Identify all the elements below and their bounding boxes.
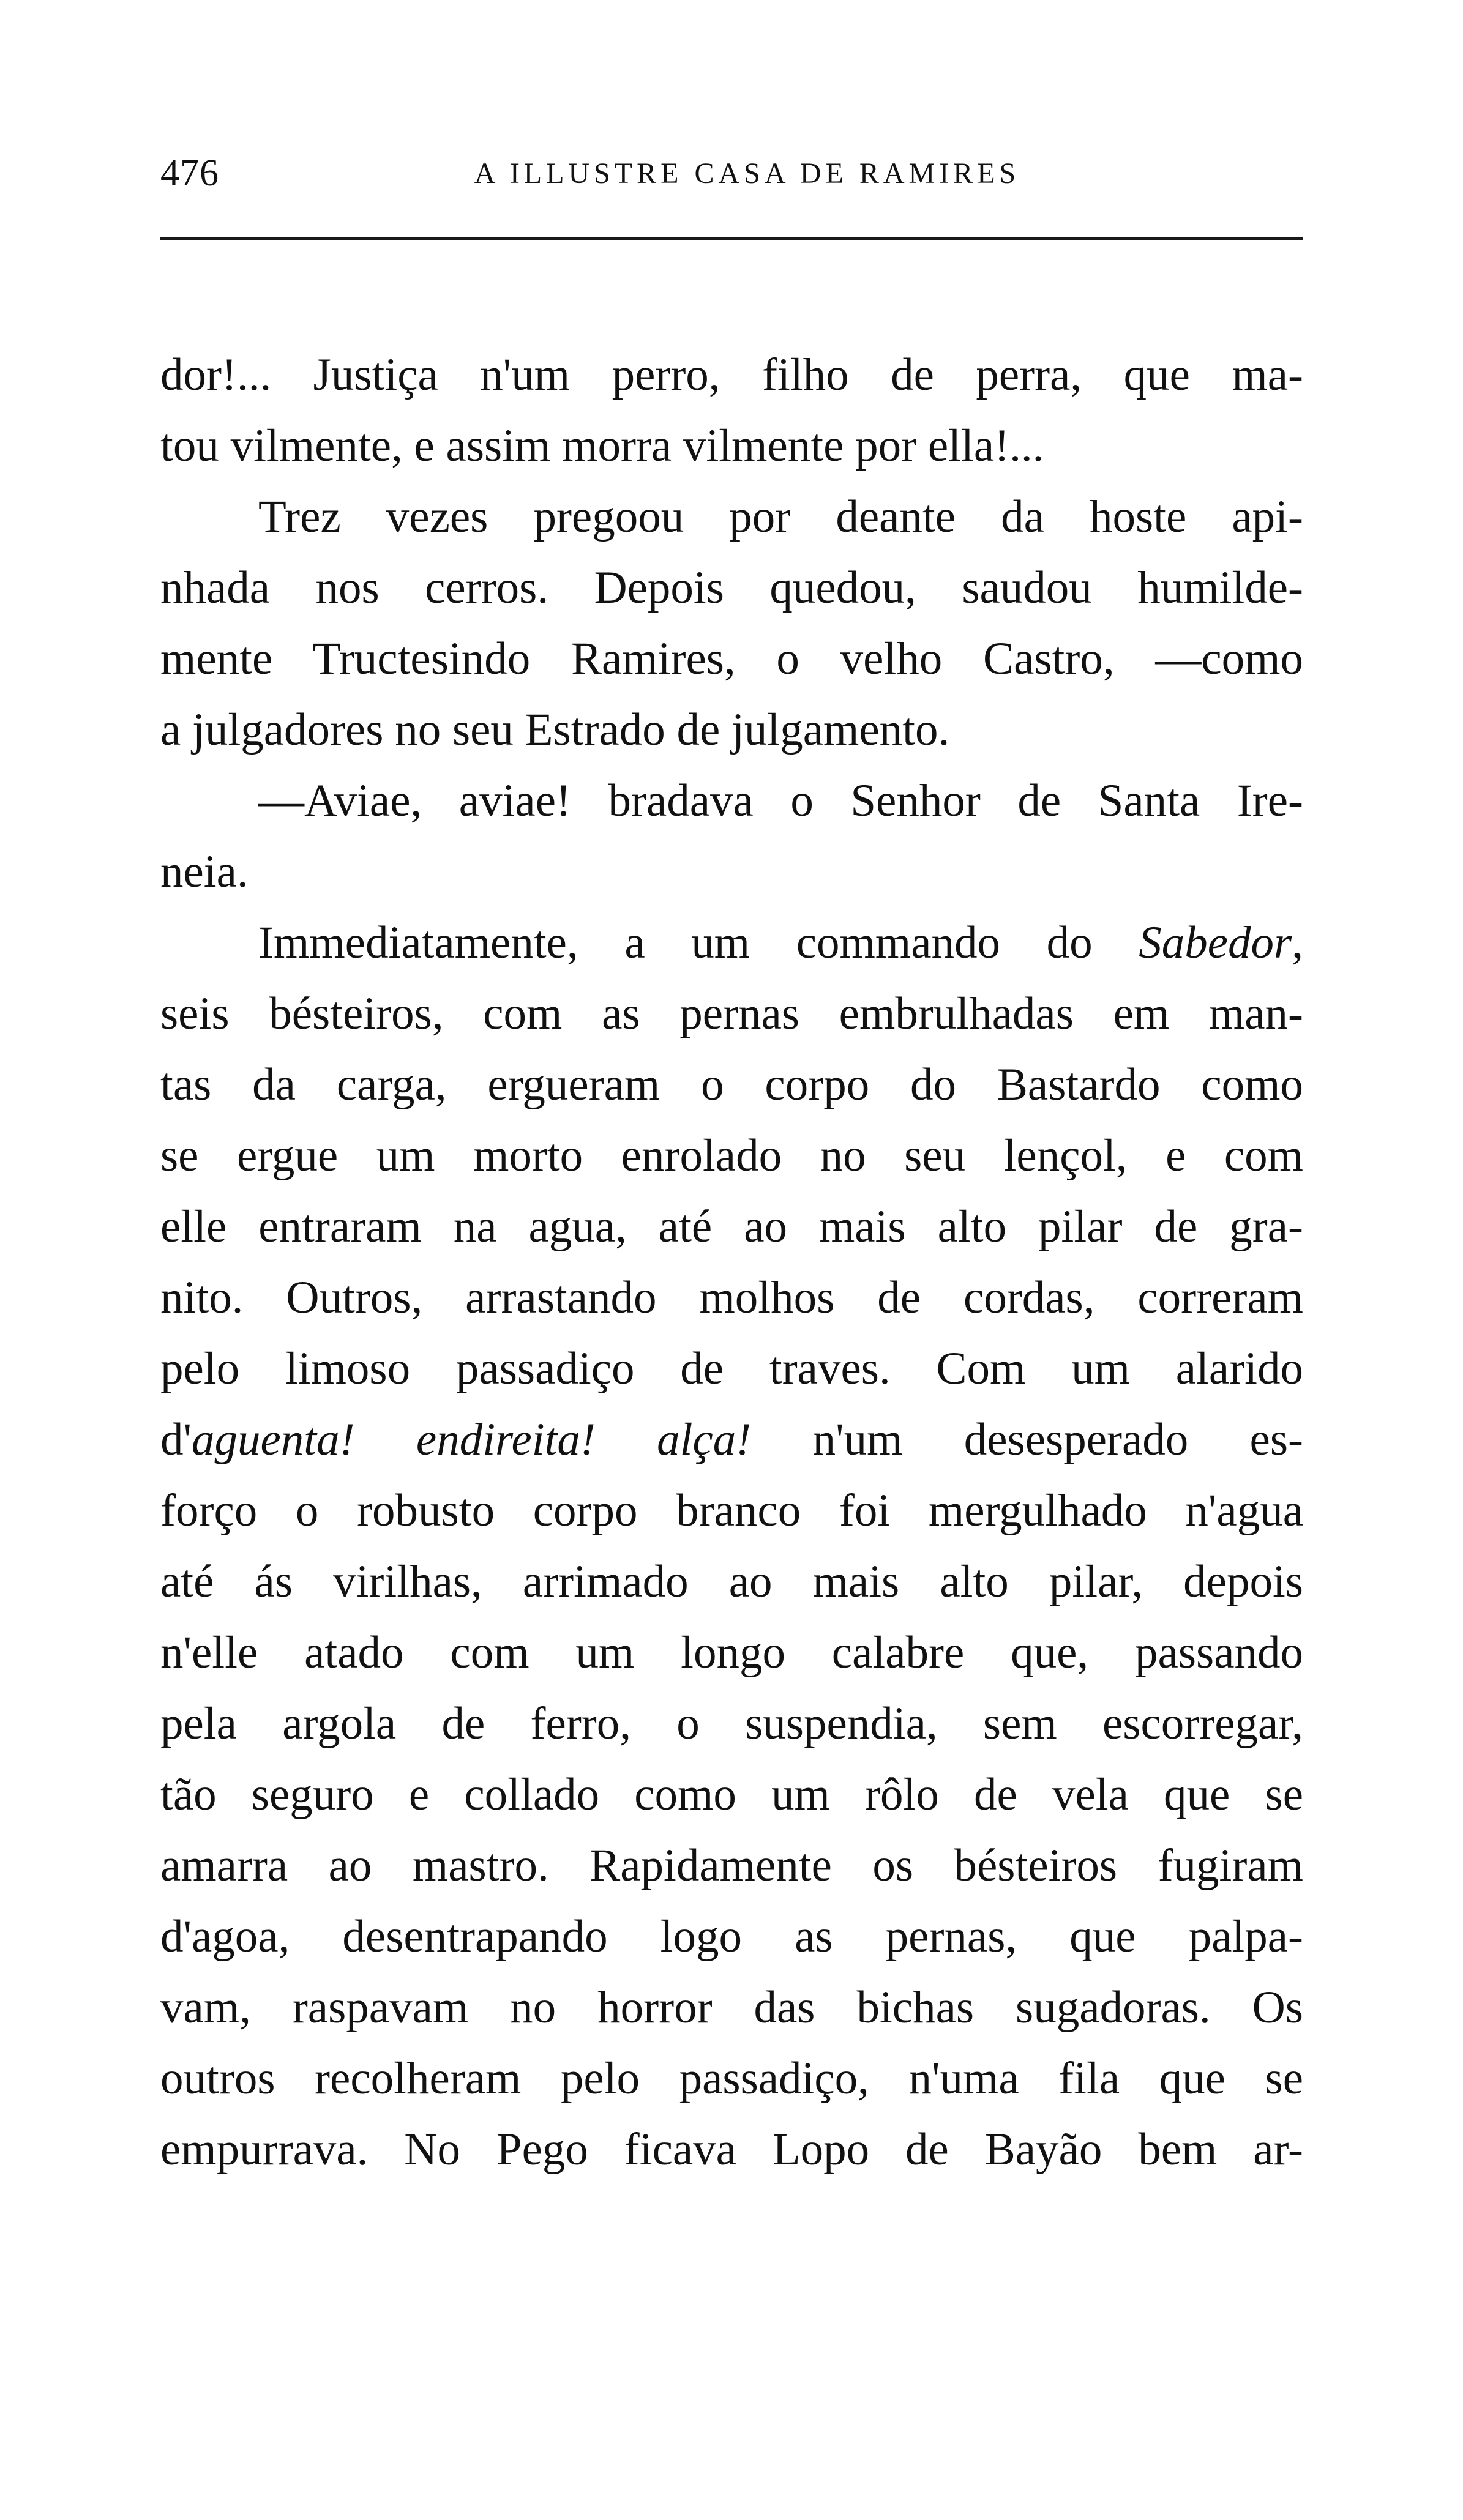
- text-line: se ergue um morto enrolado no seu lençol, e com: [160, 1130, 1303, 1181]
- text-line: seis bésteiros, com as pernas embrulhadas em man-: [160, 988, 1303, 1039]
- text-line: vam, raspavam no horror das bichas sugadoras. Os: [160, 1982, 1303, 2033]
- italic-text: aguenta! endireita! alça!: [192, 1414, 752, 1465]
- text-line: tão seguro e collado como um rôlo de vela que se: [160, 1769, 1303, 1820]
- text-line: d'agoa, desentrapando logo as pernas, que palpa-: [160, 1911, 1303, 1962]
- text-line: n'elle atado com um longo calabre que, passando: [160, 1627, 1303, 1678]
- text-line: amarra ao mastro. Rapidamente os bésteiros fugiram: [160, 1840, 1303, 1891]
- text-line: forço o robusto corpo branco foi mergulhado n'agua: [160, 1485, 1303, 1536]
- text-segment: Immediatamente, a um commando do: [258, 917, 1139, 968]
- text-line: [160, 1404, 1303, 1475]
- text-line: mente Tructesindo Ramires, o velho Castro, —como: [160, 633, 1303, 684]
- text-line: dor!... Justiça n'um perro, filho de perra, que ma-: [160, 349, 1303, 400]
- text-segment: d': [160, 1414, 192, 1465]
- text-line: pelo limoso passadiço de traves. Com um alarido: [160, 1343, 1303, 1394]
- text-line: até ás virilhas, arrimado ao mais alto pilar, depois: [160, 1556, 1303, 1607]
- text-line: tas da carga, ergueram o corpo do Bastardo como: [160, 1059, 1303, 1110]
- header-rule: [160, 237, 1303, 240]
- text-line: Trez vezes pregoou por deante da hoste api-: [258, 491, 1303, 542]
- text-line: outros recolheram pelo passadiço, n'uma fila que se: [160, 2053, 1303, 2104]
- page-header: [160, 147, 1303, 202]
- text-line: pela argola de ferro, o suspendia, sem escorregar,: [160, 1698, 1303, 1749]
- running-title: A ILLUSTRE CASA DE RAMIRES: [474, 157, 1020, 190]
- body-text: [160, 340, 1303, 2185]
- page-number: 476: [160, 152, 219, 194]
- text-segment: n'um desesperado es-: [751, 1414, 1303, 1465]
- text-line: a julgadores no seu Estrado de julgamento.: [160, 704, 950, 755]
- text-line: elle entraram na agua, até ao mais alto pilar de gra-: [160, 1201, 1303, 1252]
- text-line: neia.: [160, 846, 249, 897]
- text-line: nhada nos cerros. Depois quedou, saudou humilde-: [160, 562, 1303, 613]
- text-line: tou vilmente, e assim morra vilmente por ella!...: [160, 420, 1044, 471]
- text-line: empurrava. No Pego ficava Lopo de Bayão bem ar-: [160, 2124, 1303, 2175]
- text-line: [160, 908, 1303, 979]
- text-line: —Aviae, aviae! bradava o Senhor de Santa Ire-: [258, 775, 1303, 826]
- text-segment: ,: [1292, 917, 1303, 968]
- italic-text: Sabedor: [1139, 917, 1292, 968]
- text-line: nito. Outros, arrastando molhos de cordas, correram: [160, 1272, 1303, 1323]
